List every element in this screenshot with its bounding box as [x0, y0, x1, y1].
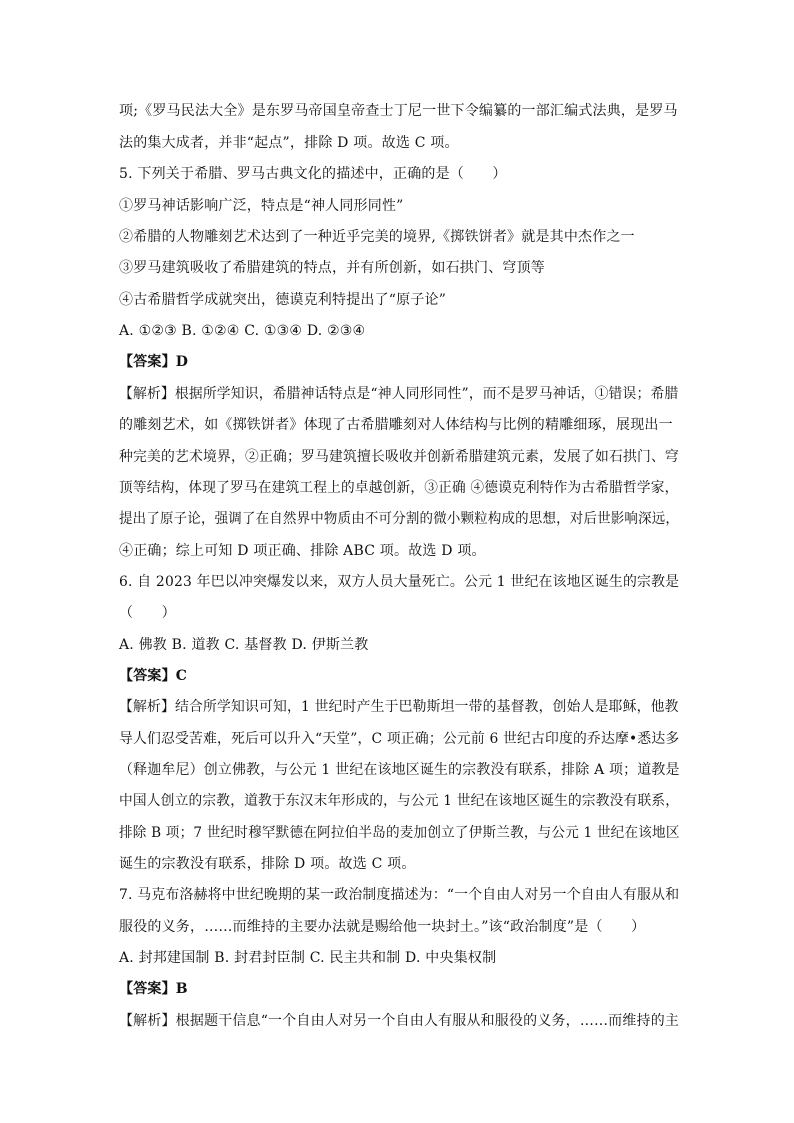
- explanation-line: 种完美的艺术境界，②正确；罗马建筑擅长吸收并创新希腊建筑元素，发展了如石拱门、穹: [119, 449, 680, 465]
- question-6-answer: 【答案】C: [119, 668, 188, 684]
- explanation-line: 【解析】根据题干信息“一个自由人对另一个自由人有服从和服役的义务，……而维持的主: [119, 1013, 680, 1029]
- explanation-line: 顶等结构，体现了罗马在建筑工程上的卓越创新，③正确 ④德谟克利特作为古希腊哲学家，: [119, 480, 679, 496]
- explanation-line: ④正确；综上可知 D 项正确、排除 ABC 项。故选 D 项。: [119, 543, 486, 559]
- statement-4: ④古希腊哲学成就突出，德谟克利特提出了“原子论”: [119, 292, 447, 308]
- question-7-stem: 服役的义务，……而维持的主要办法就是赐给他一块封土。”该“政治制度”是（ ）: [119, 919, 646, 935]
- statement-3: ③罗马建筑吸收了希腊建筑的特点，并有所创新，如石拱门、穹顶等: [119, 260, 545, 276]
- explanation-line: 中国人创立的宗教，道教于东汉末年形成的，与公元 1 世纪在该地区诞生的宗教没有联系，: [119, 793, 680, 809]
- question-5-stem: 5. 下列关于希腊、罗马古典文化的描述中，正确的是（ ）: [119, 166, 507, 182]
- statement-1: ①罗马神话影响广泛，特点是“神人同形同性”: [119, 198, 404, 214]
- text-line: 法的集大成者，并非“起点”，排除 D 项。故选 C 项。: [119, 135, 459, 151]
- explanation-line: （释迦牟尼）创立佛教，与公元 1 世纪在该地区诞生的宗教没有联系，排除 A 项；道教是: [119, 762, 680, 778]
- question-5-options: A. ①②③ B. ①②④ C. ①③④ D. ②③④: [119, 323, 366, 339]
- question-5-answer: 【答案】D: [119, 354, 189, 370]
- explanation-line: 的雕刻艺术，如《掷铁饼者》体现了古希腊雕刻对人体结构与比例的精雕细琢，展现出一: [119, 417, 673, 433]
- explanation-line: 提出了原子论，强调了在自然界中物质由不可分割的微小颗粒构成的思想，对后世影响深远，: [119, 511, 680, 527]
- explanation-line: 导人们忍受苦难，死后可以升入“天堂”，C 项正确；公元前 6 世纪古印度的乔达摩•悉达多: [119, 731, 680, 747]
- text-line: 项;《罗马民法大全》是东罗马帝国皇帝查士丁尼一世下令编纂的一部汇编式法典，是罗马: [119, 103, 678, 119]
- explanation-line: 【解析】根据所学知识，希腊神话特点是“神人同形同性”，而不是罗马神话，①错误；希腊: [119, 386, 679, 402]
- question-7-options: A. 封邦建国制 B. 封君封臣制 C. 民主共和制 D. 中央集权制: [119, 950, 497, 966]
- explanation-line: 诞生的宗教没有联系，排除 D 项。故选 C 项。: [119, 856, 416, 872]
- question-6-stem: 6. 自 2023 年巴以冲突爆发以来，双方人员大量死亡。公元 1 世纪在该地区诞生的宗教是: [119, 574, 680, 590]
- question-7-stem: 7. 马克布洛赫将中世纪晚期的某一政治制度描述为：“一个自由人对另一个自由人有服从和: [119, 887, 680, 903]
- explanation-line: 【解析】结合所学知识可知，1 世纪时产生于巴勒斯坦一带的基督教，创始人是耶稣，他教: [119, 699, 679, 715]
- explanation-line: 排除 B 项；7 世纪时穆罕默德在阿拉伯半岛的麦加创立了伊斯兰教，与公元 1 世纪在该地区: [119, 825, 680, 841]
- question-6-options: A. 佛教 B. 道教 C. 基督教 D. 伊斯兰教: [119, 637, 369, 653]
- statement-2: ②希腊的人物雕刻艺术达到了一种近乎完美的境界,《掷铁饼者》就是其中杰作之一: [119, 229, 635, 245]
- question-7-answer: 【答案】B: [119, 981, 188, 997]
- question-6-stem-bracket: （ ）: [119, 605, 176, 621]
